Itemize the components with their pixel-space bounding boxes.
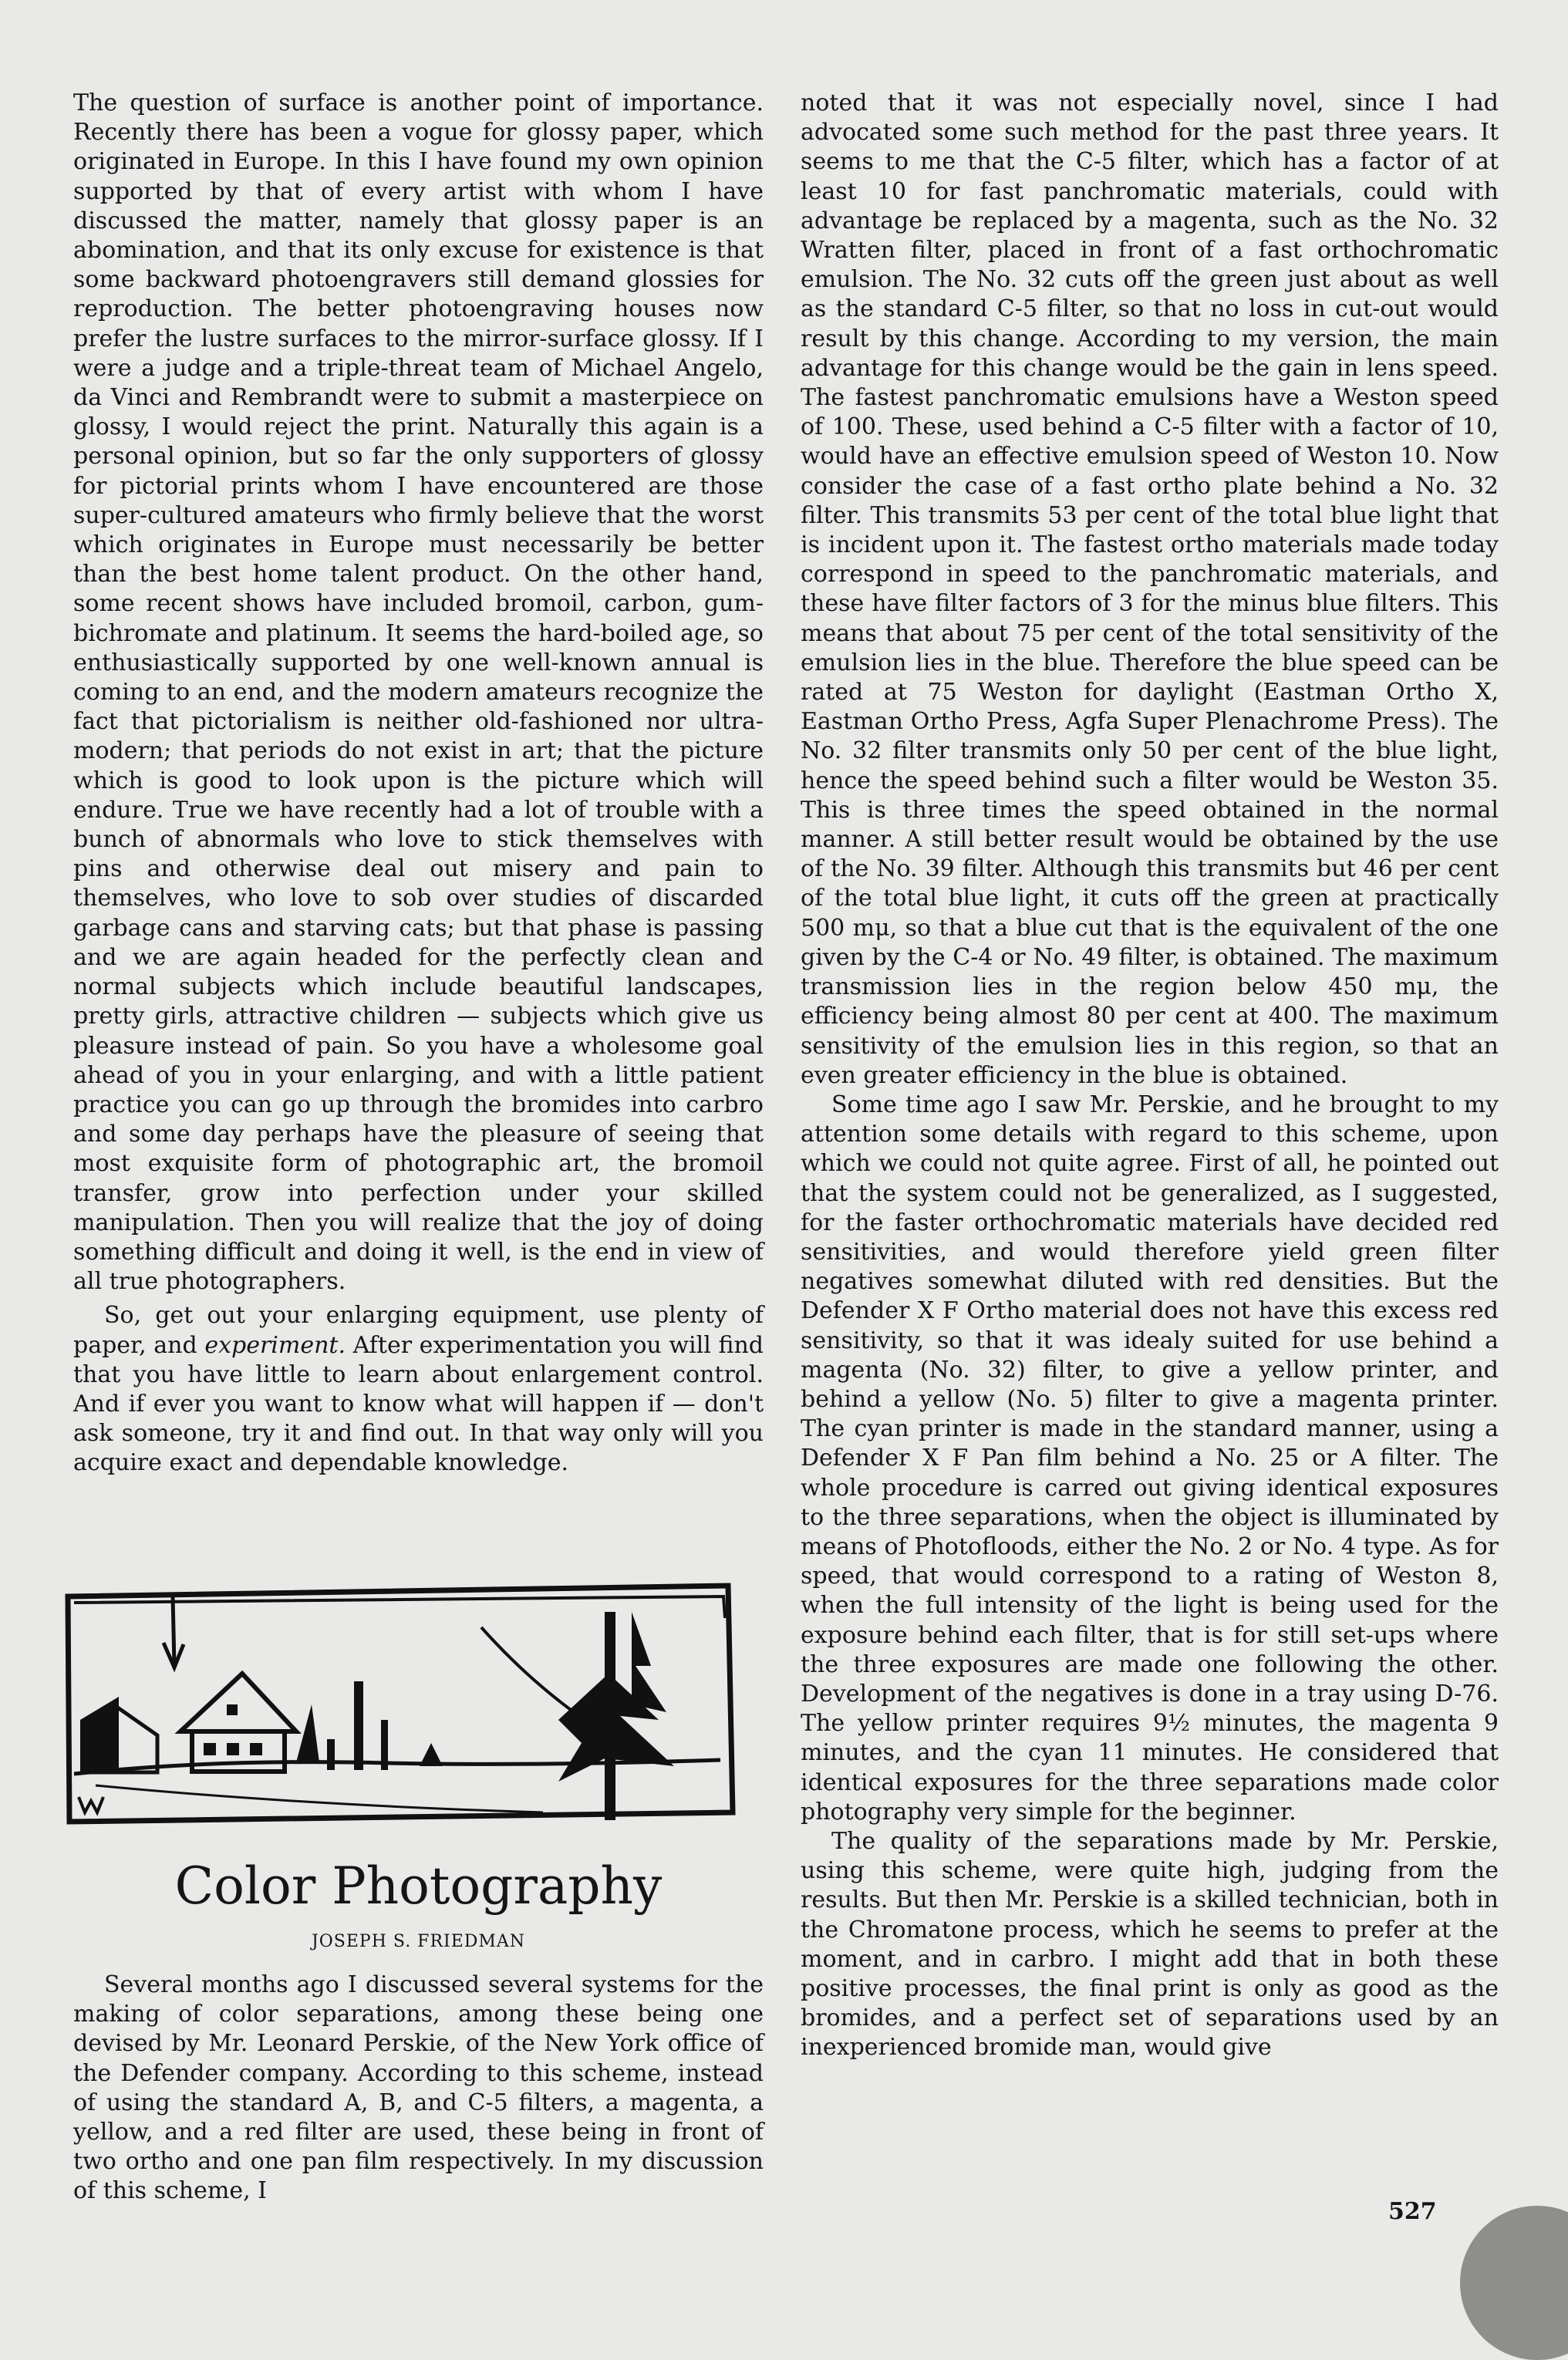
landscape-illustration [65, 1581, 736, 1832]
paragraph-surface: The question of surface is another point of importance. Recently there has been a vogue for glossy paper, which originated in Europe. In this I have found my own opinion supported by that of every artist with whom I have discussed the matter, namely that glossy paper is an abomination, and that its only excuse for existence is that some backward photoengravers still demand glossies for reproduction. The better photoengraving houses now prefer the lustre surfaces to the mirror-surface glossy. If I were a judge and a triple-threat team of Michael Angelo, da Vinci and Rembrandt were to submit a masterpiece on glossy, I would reject the print. Naturally this again is a personal opinion, but so far the only supporters of glossy for pictorial prints whom I have encountered are those super-cultured amateurs who firmly believe that the worst which originates in Europe must necessarily be better than the best home talent product. On the other hand, some recent shows have included bromoil, carbon, gum-bichromate and platinum. It seems the hard-boiled age, so enthusiastically supported by one well-known annual is coming to an end, and the modern amateurs recognize the fact that pictorialism is neither old-fashioned nor ultra-modern; that periods do not exist in art; that the picture which is good to look upon is the picture which will endure. True we have recently had a lot of trouble with a bunch of abnormals who love to stick themselves with pins and otherwise deal out misery and pain to themselves, who love to sob over studies of discarded garbage cans and starving cats; but that phase is passing and we are again headed for the perfectly clean and normal subjects which include beautiful landscapes, pretty girls, attractive children — subjects which give us pleasure instead of pain. So you have a wholesome goal ahead of you in your enlarging, and with a little patient practice you can go up through the bromides into carbro and some day perhaps have the pleasure of seeing that most exquisite form of photographic art, the bromoil transfer, grow into perfection under your skilled manipulation. Then you will realize that the joy of doing something difficult and doing it well, is the end in view of all true photographers. [73, 89, 764, 1296]
paragraph-experiment [73, 1301, 764, 1478]
right-column [801, 89, 1499, 2063]
paragraph-filter: noted that it was not especially novel, since I had advocated some such method for the past three years. It seems to me that the C-5 filter, which has a factor of at least 10 for fast panchromatic materials, could with advantage be replaced by a magenta, such as the No. 32 Wratten filter, placed in front of a fast orthochromatic emulsion. The No. 32 cuts off the green just about as well as the standard C-5 filter, so that no loss in cut-out would result by this change. According to my version, the main advantage for this change would be the gain in lens speed. The fastest panchromatic emulsions have a Weston speed of 100. These, used behind a C-5 filter with a factor of 10, would have an effective emulsion speed of Weston 10. Now consider the case of a fast ortho plate behind a No. 32 filter. This transmits 53 per cent of the total blue light that is incident upon it. The fastest ortho materials made today correspond in speed to the panchromatic materials, and these have filter factors of 3 for the minus blue filters. This means that about 75 per cent of the total sensitivity of the emulsion lies in the blue. Therefore the blue speed can be rated at 75 Weston for daylight (Eastman Ortho X, Eastman Ortho Press, Agfa Super Plenachrome Press). The No. 32 filter transmits only 50 per cent of the blue light, hence the speed behind such a filter would be Weston 35. This is three times the speed obtained in the normal manner. A still better result would be obtained by the use of the No. 39 filter. Although this transmits but 46 per cent of the total blue light, it cuts off the green at practically 500 mμ, so that a blue cut that is the equivalent of the one given by the C-4 or No. 49 filter, is obtained. The maximum transmission lies in the region below 450 mμ, the efficiency being almost 80 per cent at 400. The maximum sensitivity of the emulsion lies in this region, so that an even greater efficiency in the blue is obtained. [801, 89, 1499, 1089]
article-intro-column [73, 1971, 764, 2207]
experiment-emphasis: experiment. [204, 1331, 346, 1359]
article-author: JOSEPH S. FRIEDMAN [311, 1932, 526, 1951]
experiment-text-b: After experimentation you will find that you have little to learn about enlargement control. And if ever you want to know what will happen if — don't ask someone, try it and find out. In that way only will you acquire exact and dependable knowledge. [73, 1331, 764, 1477]
experiment-text-a: So, get out your enlarging equipment, use plenty of paper, and [73, 1302, 764, 1359]
article-title: Color Photography [174, 1856, 663, 1916]
paragraph-quality: The quality of the separations made by Mr. Perskie, using this scheme, were quite high, judging from the results. But then Mr. Perskie is a skilled technician, both in the Chromatone process, which he seems to prefer at the moment, and in carbro. I might add that in both these positive processes, the final print is only as good as the bromides, and a perfect set of separations used by an inexperienced bromide man, would give [801, 1827, 1499, 2062]
article-intro: Several months ago I discussed several systems for the making of color separations, among these being one devised by Mr. Leonard Perskie, of the New York office of the Defender company. According to this scheme, instead of using the standard A, B, and C-5 filters, a magenta, a yellow, and a red filter are used, these being in front of two ortho and one pan film respectively. In my discussion of this scheme, I [73, 1971, 764, 2205]
page-corner-shadow [1460, 2206, 1568, 2360]
left-column [73, 89, 764, 1478]
paragraph-perskie: Some time ago I saw Mr. Perskie, and he brought to my attention some details with regard to this scheme, upon which we could not quite agree. First of all, he pointed out that the system could not be generalized, as I suggested, for the faster orthochromatic materials have decided red sensitivities, and would therefore yield green filter negatives somewhat diluted with red densities. But the Defender X F Ortho material does not have this excess red sensitivity, so that it was idealy suited for use behind a magenta (No. 32) filter, to give a yellow printer, and behind a yellow (No. 5) filter to give a magenta printer. The cyan printer is made in the standard manner, using a Defender X F Pan film behind a No. 25 or A filter. The whole procedure is carred out giving identical exposures to the three separations, when the object is illuminated by means of Photofloods, either the No. 2 or No. 4 type. As for speed, that would correspond to a rating of Weston 8, when the full intensity of the light is being used for the exposure behind each filter, that is for still set-ups where the three exposures are made one following the other. Development of the negatives is done in a tray using D-76. The yellow printer requires 9½ minutes, the magenta 9 minutes, and the cyan 11 minutes. He considered that identical exposures for the three separations made color photography very simple for the beginner. [801, 1091, 1499, 1826]
page-number: 527 [1388, 2198, 1437, 2225]
